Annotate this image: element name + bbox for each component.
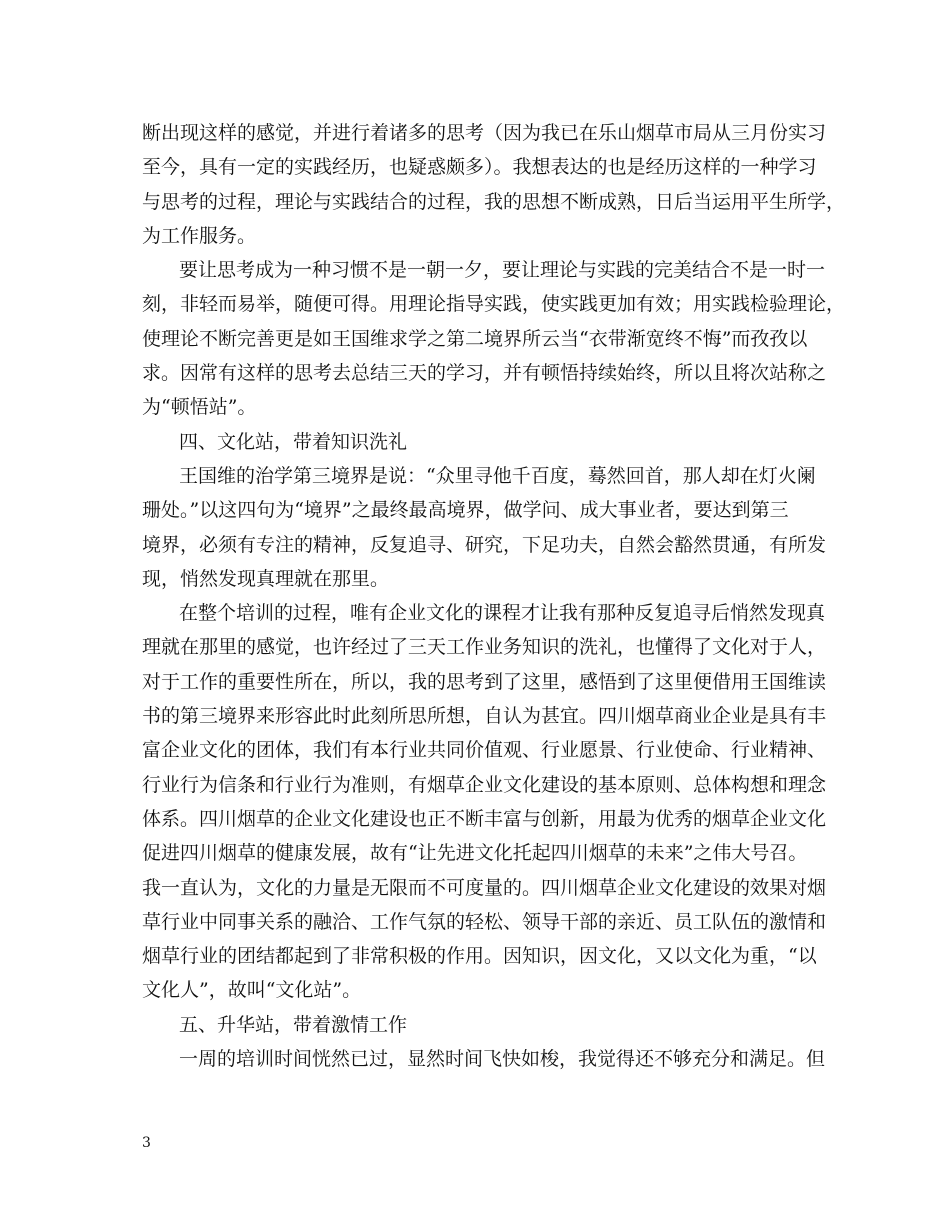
text-line: 断出现这样的感觉，并进行着诸多的思考（因为我已在乐山烟草市局从三月份实习 xyxy=(142,122,827,144)
text-line: 境界，必须有专注的精神，反复追寻、研究，下足功夫，自然会豁然贯通，有所发 xyxy=(142,533,827,556)
text-line: 烟草行业的团结都起到了非常积极的作用。因知识，因文化，又以文化为重，“以 xyxy=(142,945,817,968)
text-line: 理就在那里的感觉，也许经过了三天工作业务知识的洗礼，也懂得了文化对于人， xyxy=(142,636,827,659)
text-line: 要让思考成为一种习惯不是一朝一夕，要让理论与实践的完美结合不是一时一 xyxy=(179,259,826,282)
text-line: 使理论不断完善更是如王国维求学之第二境界所云当“衣带渐宽终不悔”而孜孜以 xyxy=(142,327,808,350)
text-line: 在整个培训的过程，唯有企业文化的课程才让我有那种反复追寻后悄然发现真 xyxy=(179,602,826,625)
text-line: 对于工作的重要性所在，所以，我的思考到了这里，感悟到了这里便借用王国维读 xyxy=(142,670,827,693)
text-line: 至今，具有一定的实践经历，也疑惑颇多）。我想表达的也是经历这样的一种学习 xyxy=(142,156,817,179)
text-line: 我一直认为，文化的力量是无限而不可度量的。四川烟草企业文化建设的效果对烟 xyxy=(142,876,827,899)
text-line: 为“顿悟站”。 xyxy=(142,396,257,419)
text-line: 行业行为信条和行业行为准则，有烟草企业文化建设的基本原则、总体构想和理念 xyxy=(142,773,827,796)
text-line: 求。因常有这样的思考去总结三天的学习，并有顿悟持续始终，所以且将次站称之 xyxy=(142,362,827,385)
text-line: 现，悄然发现真理就在那里。 xyxy=(142,567,390,590)
text-line: 草行业中同事关系的融洽、工作气氛的轻松、领导干部的亲近、员工队伍的激情和 xyxy=(142,910,827,933)
text-line: 王国维的治学第三境界是说：“众里寻他千百度，蓦然回首，那人却在灯火阑 xyxy=(179,464,816,487)
text-line: 与思考的过程，理论与实践结合的过程，我的思想不断成熟，日后当运用平生所学， xyxy=(142,190,846,213)
text-line: 珊处。”以这四句为“境界”之最终最高境界，做学问、成大事业者，要达到第三 xyxy=(142,499,789,522)
page-number: 3 xyxy=(142,1135,151,1151)
text-line: 富企业文化的团体，我们有本行业共同价值观、行业愿景、行业使命、行业精神、 xyxy=(142,739,827,762)
text-line: 五、升华站，带着激情工作 xyxy=(179,1013,408,1036)
text-line: 一周的培训时间恍然已过，显然时间飞快如梭，我觉得还不够充分和满足。但 xyxy=(179,1048,826,1071)
text-line: 四、文化站，带着知识洗礼 xyxy=(179,430,408,453)
text-line: 文化人”，故叫“文化站”。 xyxy=(142,979,362,1002)
text-line: 书的第三境界来形容此时此刻所思所想，自认为甚宜。四川烟草商业企业是具有丰 xyxy=(142,705,827,728)
text-line: 为工作服务。 xyxy=(142,224,257,247)
body-text xyxy=(142,116,846,1076)
text-line: 体系。四川烟草的企业文化建设也正不断丰富与创新，用最为优秀的烟草企业文化 xyxy=(142,807,827,830)
text-line: 刻，非轻而易举，随便可得。用理论指导实践，使实践更加有效；用实践检验理论， xyxy=(142,293,846,316)
text-line: 促进四川烟草的健康发展，故有“让先进文化托起四川烟草的未来”之伟大号召。 xyxy=(142,842,808,865)
